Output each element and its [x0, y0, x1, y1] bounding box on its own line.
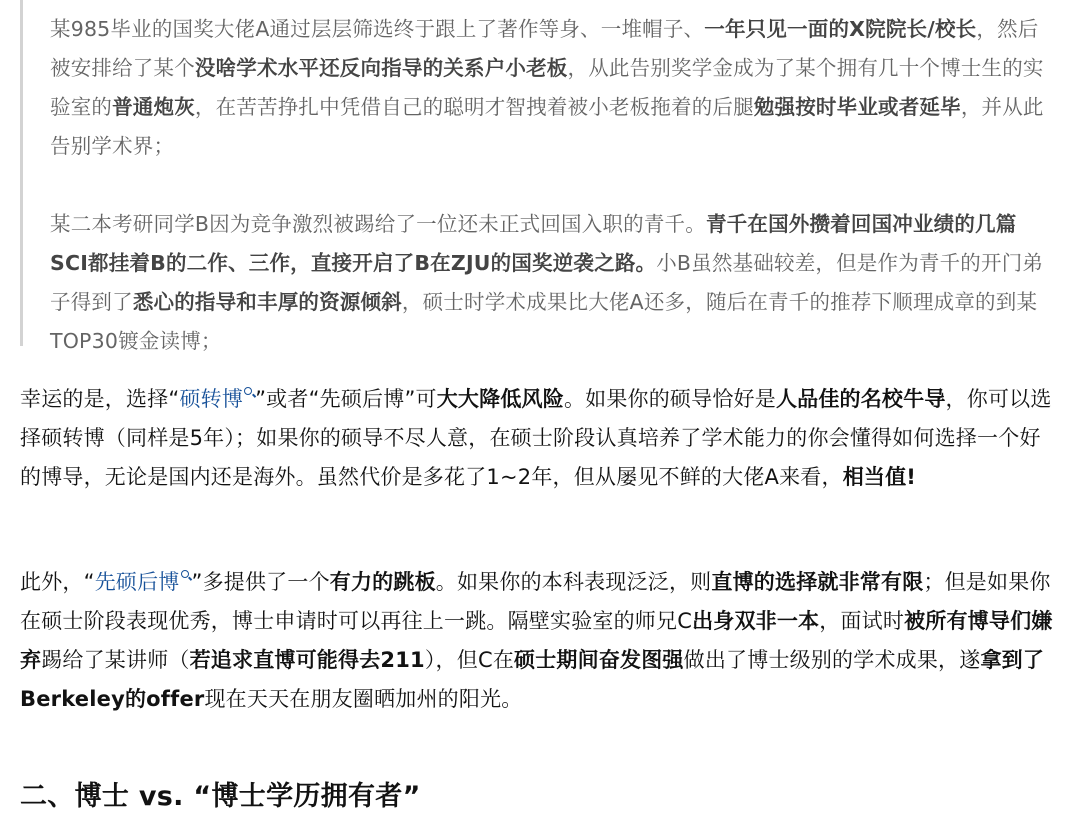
text-span: ，然后被安排给了某个 [50, 17, 1039, 80]
bold-text: 相当值! [842, 465, 917, 489]
bold-text: 没啥学术水平还反向指导的关系户小老板 [194, 56, 568, 80]
search-icon[interactable] [244, 387, 255, 401]
bold-text: 硕士期间奋发图强 [514, 648, 684, 672]
quote-paragraph-2 [50, 205, 1054, 361]
text-span: ），但C在 [424, 648, 515, 672]
text-span: ；但是如果你在硕士阶段表现优秀，博士申请时可以再往上一跳。隔壁实验室的师兄C [20, 570, 1051, 633]
blockquote [20, 0, 1060, 353]
text-span: 现在天天在朋友圈晒加州的阳光。 [204, 687, 523, 711]
text-span: ，从此告别奖学金成为了某个拥有几十个博士生的实验室的 [50, 56, 1044, 119]
bold-text: 悉心的指导和丰厚的资源倾斜 [132, 290, 402, 314]
section-heading: 二、博士 vs. “博士学历拥有者” [20, 781, 421, 812]
bold-text: 直博的选择就非常有限 [711, 570, 924, 594]
bold-text: 若追求直博可能得去211 [189, 648, 425, 672]
text-span: 踢给了某讲师（ [41, 648, 190, 672]
text-span: ，在苦苦挣扎中凭借自己的聪明才智拽着被小老板拖着的后腿 [194, 95, 754, 119]
text-span: ，硕士时学术成果比大佬A还多，随后在青千的推荐下顺理成章的到某TOP30镀金读博； [50, 290, 1038, 353]
link-shuozhuanbo[interactable]: 硕转博 [179, 387, 255, 411]
bold-text: 有力的跳板 [329, 570, 436, 594]
bold-text: 一年只见一面的X院院长/校长 [704, 17, 977, 41]
bold-text: 被所有博导们嫌弃 [20, 609, 1053, 672]
text-span: ”多提供了一个 [191, 570, 330, 594]
bold-text: 勉强按时毕业或者延毕 [753, 95, 961, 119]
search-icon[interactable] [181, 570, 192, 584]
text-span: 。如果你的本科表现泛泛，则 [435, 570, 712, 594]
text-span: 小B虽然基础较差，但是作为青千的开门弟子得到了 [50, 251, 1044, 314]
text-span: 某二本考研同学B因为竞争激烈被踢给了一位还未正式回国入职的青千。 [50, 212, 706, 236]
link-xianshuohoubo[interactable]: 先硕后博 [95, 570, 192, 594]
bold-text: 大大降低风险 [436, 387, 564, 411]
text-span: ”或者“先硕后博”可 [255, 387, 437, 411]
text-span: 做出了博士级别的学术成果，遂 [683, 648, 981, 672]
text-span: 某985毕业的国奖大佬A通过层层筛选终于跟上了著作等身、一堆帽子、 [50, 17, 705, 41]
bold-text: 拿到了Berkeley的offer [20, 648, 1045, 711]
paragraph-1 [20, 380, 1060, 497]
bold-text: 普通炮灰 [112, 95, 195, 119]
text-span: ，并从此告别学术界； [50, 95, 1044, 158]
bold-text: 出身双非一本 [692, 609, 820, 633]
bold-text: 人品佳的名校牛导 [775, 387, 946, 411]
text-span: ，你可以选择硕转博（同样是5年）；如果你的硕导不尽人意，在硕士阶段认真培养了学术能力的你会懂得如何选择一个好的博导，无论是国内还是海外。虽然代价是多花了1~2年，但从屡见不鲜的大佬A来看， [20, 387, 1052, 489]
text-span: 此外，“ [20, 570, 95, 594]
bold-text: 青千在国外攒着回国冲业绩的几篇SCI都挂着B的二作、三作，直接开启了B在ZJU的国奖逆袭之路。 [50, 212, 1017, 275]
text-span: 。如果你的硕导恰好是 [563, 387, 776, 411]
text-span: ，面试时 [819, 609, 905, 633]
quote-paragraph-1 [50, 10, 1054, 166]
paragraph-2 [20, 563, 1060, 719]
text-span: 幸运的是，选择“ [20, 387, 180, 411]
